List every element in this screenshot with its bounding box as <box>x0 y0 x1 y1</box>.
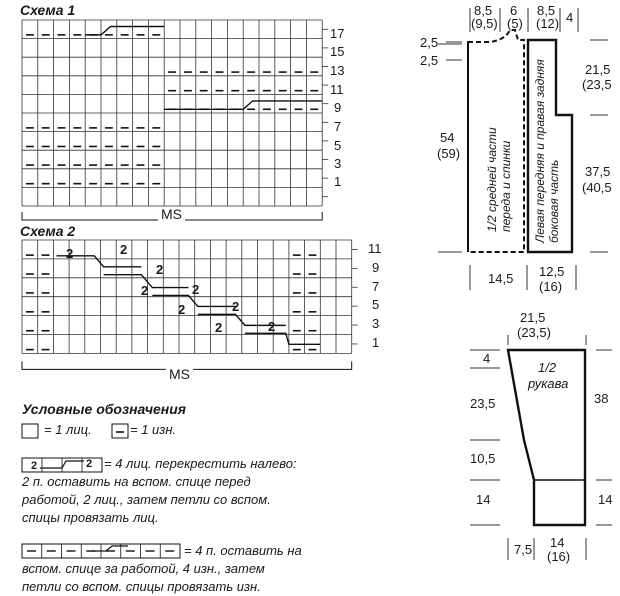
dim-height-alt: (59) <box>437 146 461 161</box>
scheme1-row-number: 15 <box>330 44 345 59</box>
sleeve-left-dim: 14 <box>476 492 491 507</box>
cable-mark: 2 <box>268 319 276 334</box>
scheme2-title: Схема 2 <box>20 223 76 239</box>
legend-purl-text: = 1 изн. <box>130 422 177 437</box>
cable-mark: 2 <box>66 246 74 261</box>
scheme1-row-number: 7 <box>334 119 342 134</box>
dim-bottom-value: 14,5 <box>488 271 514 286</box>
cable-mark: 2 <box>156 262 164 277</box>
scheme2-ms-label: MS <box>166 367 193 381</box>
scheme1-title: Схема 1 <box>20 2 76 18</box>
dim-value: 6 <box>510 3 518 18</box>
dim-value: 8,5 <box>474 3 493 18</box>
legend-cable-purl-line: = 4 п. оставить на <box>184 543 302 558</box>
cable-mark: 2 <box>120 242 128 257</box>
scheme1-row-number: 11 <box>330 82 344 97</box>
legend-knit-text: = 1 лиц. <box>44 422 92 437</box>
cable-mark: 2 <box>232 299 240 314</box>
scheme2-row-number: 5 <box>372 297 380 312</box>
dim-alt: (12) <box>536 16 560 31</box>
cable-mark: 2 <box>215 320 223 335</box>
scheme1-row-number: 17 <box>330 26 345 41</box>
dim-value: 4 <box>566 10 574 25</box>
side-piece-label-line: Левая передняя и правая задняя <box>533 59 547 243</box>
scheme2-row-number: 11 <box>368 241 382 256</box>
scheme1-row-number: 13 <box>330 63 345 78</box>
sleeve-label: 1/2 <box>538 360 557 375</box>
dim-alt: (5) <box>507 16 523 31</box>
center-piece-label-line: переда и спинки <box>499 140 513 232</box>
dim-left: 2,5 <box>420 35 439 50</box>
cable-mark: 2 <box>141 283 149 298</box>
sleeve-left-dim: 23,5 <box>470 396 496 411</box>
center-piece-label <box>485 127 513 232</box>
sleeve-right-dim: 14 <box>598 492 613 507</box>
dim-height-value: 54 <box>440 130 455 145</box>
sleeve-right-dim: 38 <box>594 391 609 406</box>
sleeve-left-dim: 4 <box>483 351 491 366</box>
legend-cable-left-line: 2 п. оставить на вспом. спице перед <box>22 474 251 489</box>
scheme2-row-number: 3 <box>372 316 380 331</box>
scheme1-ms-label: MS <box>158 207 185 221</box>
scheme2-row-number: 9 <box>372 260 380 275</box>
sleeve-left-dim: 10,5 <box>470 451 496 466</box>
dim-right-value: 21,5 <box>585 62 611 77</box>
sleeve-bottom-value: 14 <box>550 535 565 550</box>
dim-right-value: 37,5 <box>585 164 611 179</box>
scheme1-row-number: 9 <box>334 100 342 115</box>
dim-right-alt: (23,5 <box>582 77 612 92</box>
dim-left: 2,5 <box>420 53 439 68</box>
scheme1-row-number: 1 <box>334 174 342 189</box>
center-piece-label-line: 1/2 средней части <box>485 127 499 232</box>
dim-right-alt: (40,5 <box>582 180 612 195</box>
legend-knit-symbol <box>22 424 38 438</box>
scheme2-row-number: 7 <box>372 279 380 294</box>
side-piece-label-line: боковая часть <box>547 159 561 243</box>
side-piece-label <box>533 59 561 243</box>
dim-alt: (9,5) <box>471 16 498 31</box>
scheme2-row-number: 1 <box>372 335 380 350</box>
legend-cable-mark: 2 <box>31 460 38 472</box>
legend-cable-mark: 2 <box>86 458 93 470</box>
dim-value: 8,5 <box>537 3 556 18</box>
sleeve-bottom-alt: (16) <box>547 549 571 564</box>
legend-cable-left-line: спицы провязать лиц. <box>22 510 159 525</box>
sleeve-top-alt: (23,5) <box>517 325 551 340</box>
dim-bottom-value: 12,5 <box>539 264 565 279</box>
sleeve-bottom-value: 7,5 <box>514 542 533 557</box>
cable-line <box>152 295 235 306</box>
legend-cable-purl-line: петли со вспом. спицы провязать изн. <box>22 579 261 594</box>
travel-line <box>85 27 164 35</box>
legend-title: Условные обозначения <box>22 401 187 417</box>
cable-mark: 2 <box>192 282 200 297</box>
cable-mark: 2 <box>178 302 186 317</box>
sleeve-top-value: 21,5 <box>520 310 546 325</box>
legend-cable-purl-line: вспом. спице за работой, 4 изн., затем <box>22 561 265 576</box>
legend-purl-symbol <box>112 424 128 438</box>
scheme1-row-number: 5 <box>334 138 342 153</box>
legend-cable-left-line: = 4 лиц. перекрестить налево: <box>104 456 297 471</box>
sleeve-label: рукава <box>528 376 569 391</box>
legend-cable-left-line: работой, 2 лиц., затем петли со вспом. <box>22 492 271 507</box>
scheme1-row-number: 3 <box>334 156 342 171</box>
dim-bottom-alt: (16) <box>539 279 563 294</box>
cable-line <box>245 333 320 344</box>
